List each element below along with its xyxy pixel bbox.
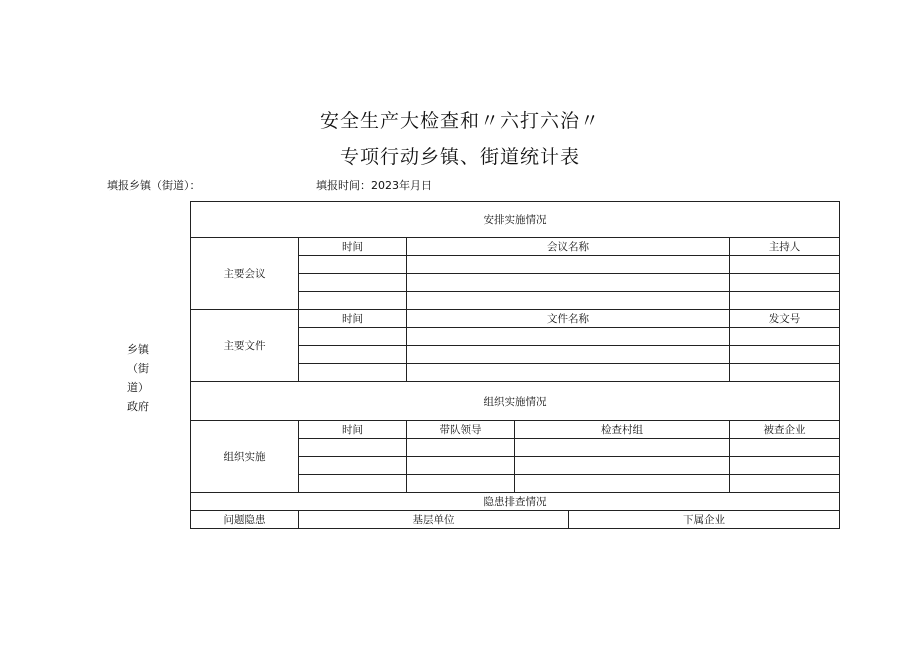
row-label-main-documents: 主要文件: [191, 310, 299, 382]
side-label-line: 乡镇: [127, 343, 149, 356]
empty-cell[interactable]: [730, 292, 840, 310]
empty-cell[interactable]: [515, 475, 730, 493]
empty-cell[interactable]: [407, 457, 515, 475]
empty-cell[interactable]: [730, 439, 840, 457]
empty-cell[interactable]: [299, 292, 407, 310]
row-label-main-meetings: 主要会议: [191, 238, 299, 310]
col-header-grassroots-unit: 基层单位: [299, 511, 569, 529]
col-header-inspected-village: 检查村组: [515, 421, 730, 439]
col-header-document-name: 文件名称: [407, 310, 730, 328]
empty-cell[interactable]: [730, 457, 840, 475]
side-label-line: 政府: [127, 400, 149, 413]
statistics-table: [190, 201, 840, 529]
empty-cell[interactable]: [299, 256, 407, 274]
empty-cell[interactable]: [299, 439, 407, 457]
empty-cell[interactable]: [407, 256, 730, 274]
empty-cell[interactable]: [299, 274, 407, 292]
empty-cell[interactable]: [730, 346, 840, 364]
empty-cell[interactable]: [299, 457, 407, 475]
empty-cell[interactable]: [730, 256, 840, 274]
empty-cell[interactable]: [730, 328, 840, 346]
col-header-meeting-name: 会议名称: [407, 238, 730, 256]
side-label-line: （街: [127, 362, 149, 375]
empty-cell[interactable]: [515, 457, 730, 475]
form-title-line2: 专项行动乡镇、街道统计表: [339, 146, 580, 168]
col-header-time: 时间: [299, 310, 407, 328]
form-title-line1: 安全生产大检查和〃六打六治〃: [319, 110, 600, 132]
empty-cell[interactable]: [407, 475, 515, 493]
empty-cell[interactable]: [515, 439, 730, 457]
empty-cell[interactable]: [299, 328, 407, 346]
empty-cell[interactable]: [730, 274, 840, 292]
empty-cell[interactable]: [407, 292, 730, 310]
fill-town-label: 填报乡镇（街道）：: [107, 179, 201, 192]
col-header-host: 主持人: [730, 238, 840, 256]
col-header-subsidiary-enterprise: 下属企业: [569, 511, 840, 529]
empty-cell[interactable]: [407, 274, 730, 292]
section-header-arrangement: 安排实施情况: [191, 202, 840, 238]
empty-cell[interactable]: [407, 439, 515, 457]
side-label-line: 道）: [127, 381, 149, 394]
col-header-document-number: 发文号: [730, 310, 840, 328]
empty-cell[interactable]: [299, 364, 407, 382]
side-label-town-government: [120, 340, 156, 416]
empty-cell[interactable]: [407, 364, 730, 382]
empty-cell[interactable]: [407, 328, 730, 346]
section-header-hazard: 隐患排查情况: [191, 493, 840, 511]
row-label-organization: 组织实施: [191, 421, 299, 493]
empty-cell[interactable]: [730, 364, 840, 382]
empty-cell[interactable]: [299, 346, 407, 364]
col-header-team-leader: 带队领导: [407, 421, 515, 439]
empty-cell[interactable]: [730, 475, 840, 493]
row-label-problem-hazards: 问题隐患: [191, 511, 299, 529]
section-header-organization: 组织实施情况: [191, 382, 840, 421]
col-header-time: 时间: [299, 238, 407, 256]
col-header-time: 时间: [299, 421, 407, 439]
col-header-inspected-enterprise: 被查企业: [730, 421, 840, 439]
empty-cell[interactable]: [407, 346, 730, 364]
fill-time-label: 填报时间：2023年月日: [316, 179, 432, 192]
empty-cell[interactable]: [299, 475, 407, 493]
